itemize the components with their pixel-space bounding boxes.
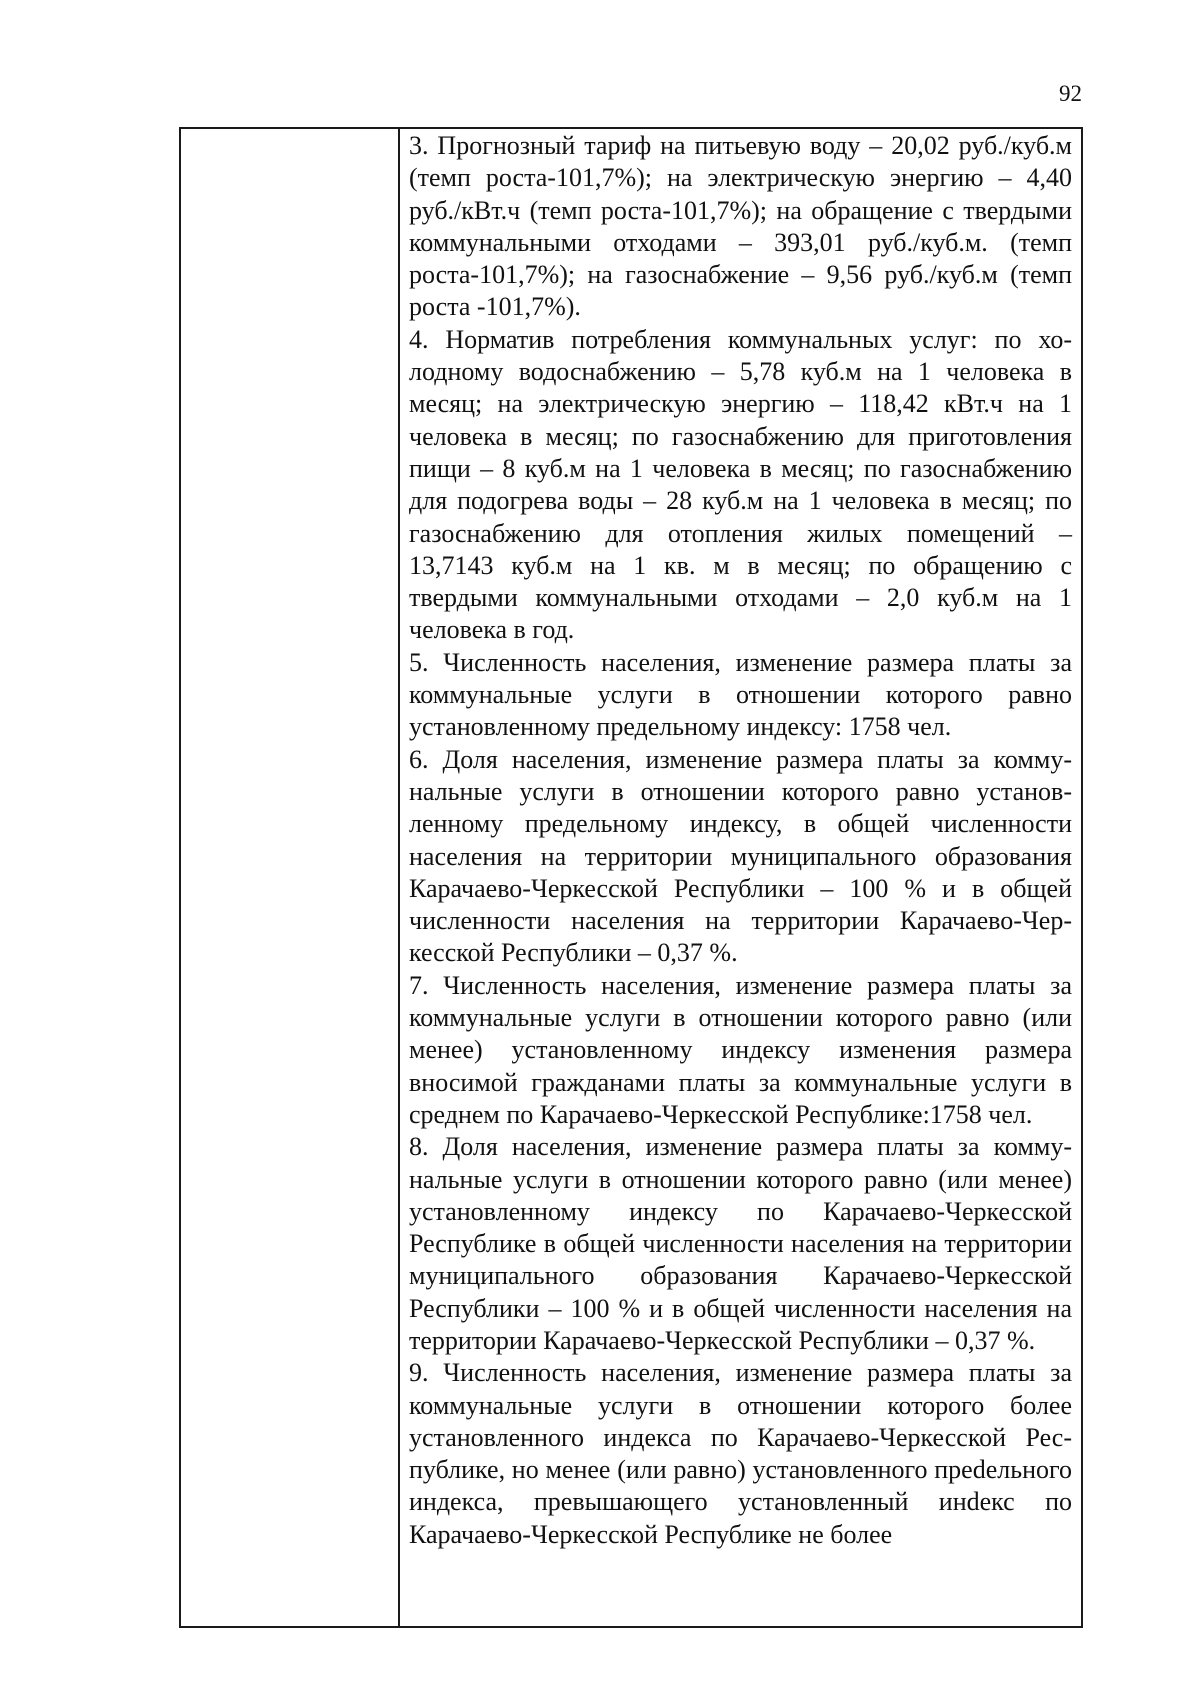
item-5-population-count: 5. Численность населения, изменение размера платы за коммунальные услуги в отношении которого равно установленному предельному индексу: 1758 чел.	[409, 647, 1072, 742]
item-9-population-count: 9. Численность населения, изменение размера платы за коммунальные услуги в отношении которого более установленного индекса по Карачаево-Черкесской Республике, но менее (или равно) установленного преdельного индекса, превышающего установленный инdекс по Карачаево-Черкесской Республике не более	[409, 1358, 1072, 1549]
table-left-cell	[181, 129, 400, 1626]
item-6-population-share: 6. Доля населения, изменение размера платы за коммунальные услуги в отношении которого равно установленному предельному индексу, в общей численности населения на территории муниципального образования Карачаево-Черкесской Республики – 100 % и в общей численности населения на территории Карачаево-Черкесской Республики – 0,37 %.	[409, 744, 1072, 968]
item-8-population-share: 8. Доля населения, изменение размера платы за коммунальные услуги в отношении которого равно (или менее) установленному индексу по Карачаево-Черкесской Республике в общей численности населения на территории муниципального образования Карачаево-Черкесской Республики – 100 % и в общей численности населения на территории Карачаево-Черкесской Республики – 0,37 %.	[409, 1132, 1072, 1355]
document-table	[179, 127, 1083, 1628]
item-4-consumption-norms: 4. Норматив потребления коммунальных услуг: по холодному водоснабжению – 5,78 куб.м на 1 человека в месяц; на электрическую энергию – 118,42 кВт.ч на 1 человека в месяц; по газоснабжению для приготовления пищи – 8 куб.м на 1 человека в месяц; по газоснабжению для подогрева воды – 28 куб.м на 1 человека в месяц; по газоснабжению для отопления жилых помещений – 13,7143 куб.м на 1 кв. м в месяц; по обращению с твердыми коммунальными отходами – 2,0 куб.м на 1 человека в год.	[409, 324, 1072, 645]
table-right-cell	[400, 129, 1081, 1626]
item-3-tariffs: 3. Прогнозный тариф на питьевую воду – 20,02 руб./куб.м (темп роста-101,7%); на электрическую энергию – 4,40 руб./кВт.ч (темп роста-101,7%); на обращение с твердыми коммунальными отходами – 393,01 руб./куб.м. (темп роста-101,7%); на газоснабжение – 9,56 руб./куб.м (темп роста -101,7%).	[409, 131, 1072, 322]
item-7-population-count: 7. Численность населения, изменение размера платы за коммунальные услуги в отношении которого равно (или менее) установленному индексу изменения размера вносимой гражданами платы за коммунальные услуги в среднем по Карачаево-Черкесской Республике:1758 чел.	[409, 970, 1072, 1129]
page-number: 92	[1059, 81, 1082, 106]
